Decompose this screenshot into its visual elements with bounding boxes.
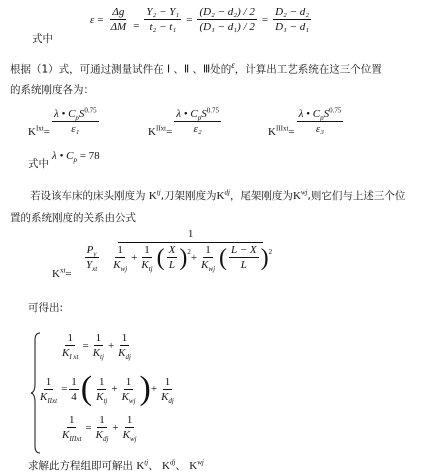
K-xt-label: $K^{xt}=$ [52,266,72,280]
epsilon-symbol: ε [90,13,95,26]
final-line: 求解此方程组即可解出 $K^{tj}$、 $K^{dj}$、 $K^{wj}$ [28,458,204,472]
K-III-label: $K^{IIIxt}=$ [268,124,295,138]
shizhong-label-1: 式中 [32,33,53,45]
para2-line2: 置的系统刚度的关系由公式 [10,212,136,224]
frac-py-yxt: $\frac{P_y}{Y_{xt}}$ [86,244,98,274]
equals-sign: = [97,13,104,26]
K-II-label: $K^{IIxt}=$ [148,124,173,138]
epsilon-equation: ε = $\frac{\Delta g}{\Delta M}$ = $\frac{\text{Y₂ − Y₁}}{\text{t₂ − t₁}}$ = $\frac{\text{(D₂ − d₂) / 2}}{\text{(D₁ − d₁) / 2}}$ = $\frac{\text{D₂ − d₂}}{\text{D₁ − d₁}}$ [90,6,310,33]
K-I-label: $K^{Ixt}=$ [28,124,50,138]
system-eq-1: $\frac{1}{K_{I xt}}$ = $\frac{1}{K_{tj}}$ + $\frac{1}{K_{dj}}$ [62,332,131,362]
frac-d-half: $\frac{\text{(D₂ − d₂) / 2}}{\text{(D₁ − d₁) / 2}}$ [199,6,255,33]
stiffness-I: $K^{Ixt}=$ $\frac{\lambda • C_pS^{0.75}}{\text{ε₁}}$ [28,105,97,138]
para2-line1: 若设该车床的床头刚度为 $K^{tj}$,刀架刚度为$K^{dj}$，尾架刚度为$K^{wj}$,则它们与上述三个位 [30,188,406,202]
K-xt-formula [82,228,276,274]
frac-dg-dm: $\frac{\Delta g}{\Delta M}$ [110,6,127,33]
lambda-cp-equation: λ • $C_p = 78$ [52,150,100,165]
system-eq-2: $\frac{1}{K_{IIxt}}$ = $\frac{1}{4}$ ( $\frac{1}{K_{tj}}$ + $\frac{1}{K_{wj}}$ ) + $\frac{1}{K_{dj}}$ [40,370,174,407]
stiffness-III: $K^{IIIxt}=$ $\frac{\lambda • C_pS^{0.75}}{\text{ε₃}}$ [268,105,342,138]
para1-line2: 的系统刚度各为： [10,84,94,96]
frac-d: $\frac{\text{D₂ − d₂}}{\text{D₁ − d₁}}$ [275,6,310,33]
frac-big-denominator: 1 $\frac{1}{K_{wj}}$ + $\frac{1}{K_{tj}}$ ( $\frac{X}{L}$ ) $^2$ + $\frac{1}{K_{wj}}$ ( $\frac{L - X}{L}$ ) $^2$ [113,228,273,274]
stiffness-II: $K^{IIxt}=$ $\frac{\lambda • C_pS^{0.75}}{\text{ε₂}}$ [148,105,219,138]
shizhong-label-2: 式中 [28,158,49,170]
para1-line1: 根据（1）式，可通过测量试件在 Ⅰ 、Ⅱ 、Ⅲ处的ε，计算出工艺系统在这三个位置 [10,60,382,76]
kede-label: 可得出: [28,302,64,314]
frac-y-t: $\frac{\text{Y₂ − Y₁}}{\text{t₂ − t₁}}$ [146,6,180,33]
system-eq-3: $\frac{1}{K_{IIIxt}}$ = $\frac{1}{K_{dj}}$ + $\frac{1}{K_{wj}}$ [62,414,137,444]
